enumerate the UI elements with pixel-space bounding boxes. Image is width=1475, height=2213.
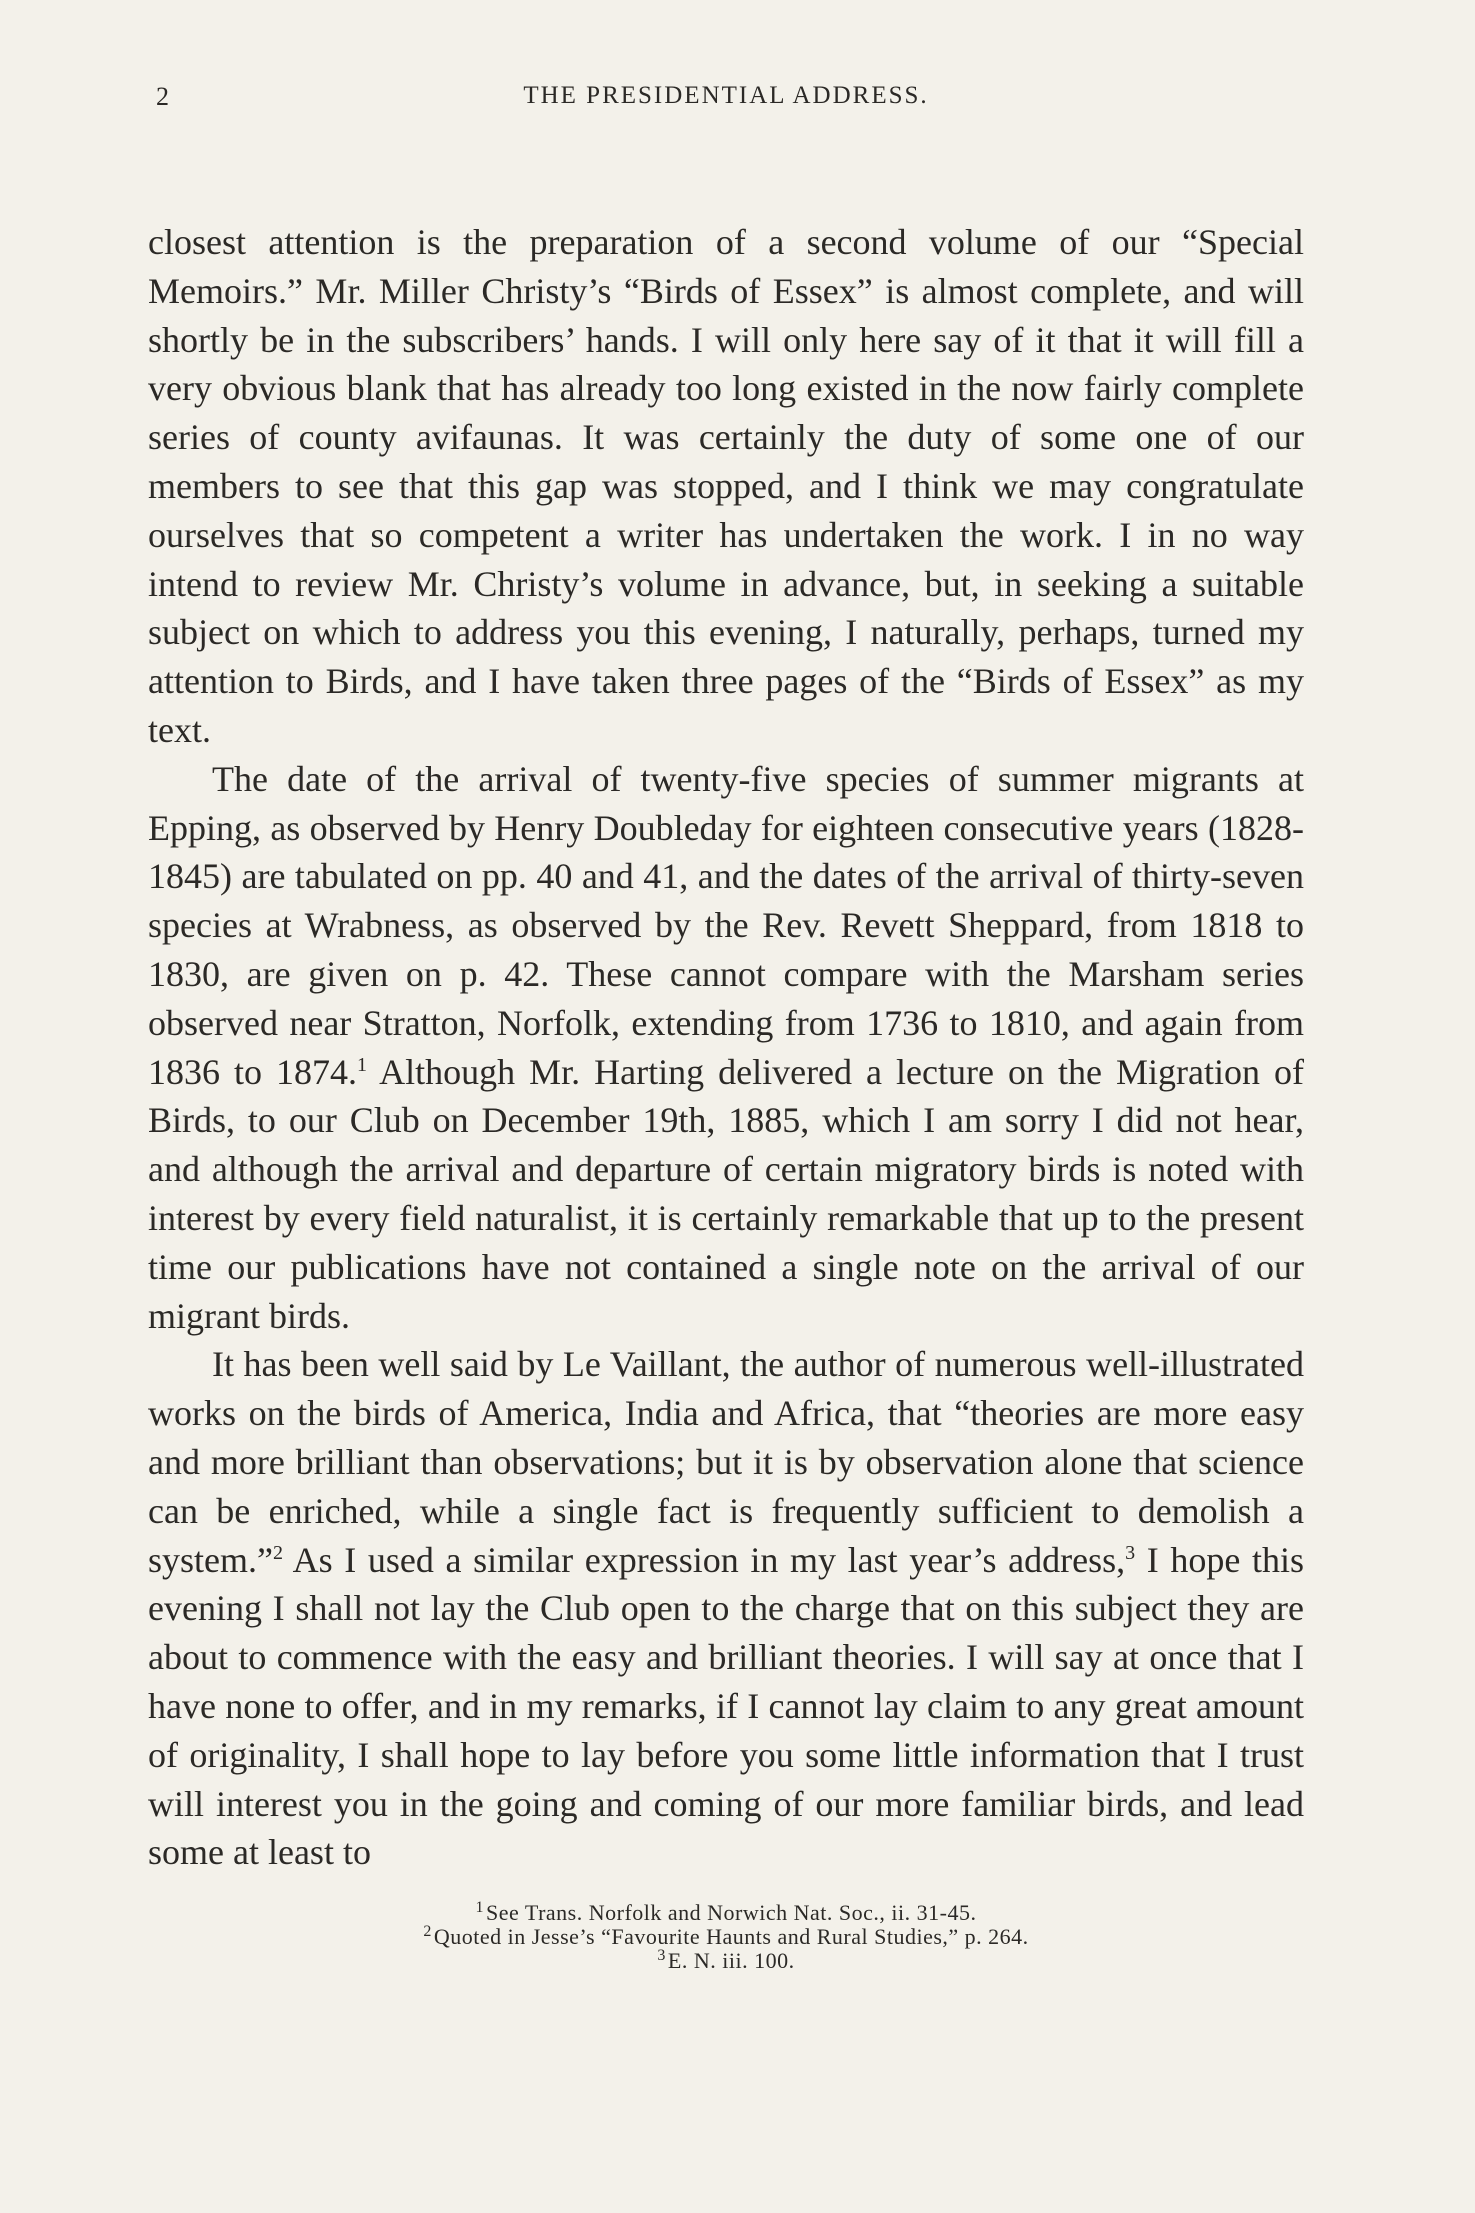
footnote-ref-3: 3 <box>1125 1541 1136 1564</box>
footnote-3-text: E. N. iii. 100. <box>667 1948 795 1974</box>
paragraph-2-text-a: The date of the arrival of twenty-five species of summer migrants at Epping, as observed by Henry Doubleday for eighteen consecutive years (1828-1845) are tabulated on pp. 40 and 41, and the dates of the arrival of thirty-seven species at Wrabness, as observed by the Rev. Revett Sheppard, from 1818 to 1830, are given on p. 42. These cannot compare with the Marsham series observed near Stratton, Norfolk, extending from 1736 to 1810, and again from 1836 to 1874. <box>148 758 1304 1092</box>
footnote-2 <box>148 1922 1304 1950</box>
book-page <box>148 70 1304 1973</box>
running-head: THE PRESIDENTIAL ADDRESS. <box>523 82 929 109</box>
footnote-2-text: Quoted in Jesse’s “Favourite Haunts and Rural Studies,” p. 264. <box>433 1924 1029 1950</box>
paragraph-3 <box>148 1340 1304 1877</box>
paragraph-1-text: closest attention is the preparation of a second volume of our “Special Memoirs.” Mr. Miller Christy’s “Birds of Essex” is almost complete, and will shortly be in the subscribers’ hands. I will only here say of it that it will fill a very obvious blank that has already too long existed in the now fairly complete series of county avifaunas. It was certainly the duty of some one of our members to see that this gap was stopped, and I think we may congratulate ourselves that so competent a writer has undertaken the work. I in no way intend to review Mr. Christy’s volume in advance, but, in seeking a suitable subject on which to address you this evening, I naturally, perhaps, turned my attention to Birds, and I have taken three pages of the “Birds of Essex” as my text. <box>148 222 1304 750</box>
footnote-3 <box>148 1946 1304 1974</box>
footnote-ref-2: 2 <box>272 1541 283 1564</box>
footnote-1-text: See Trans. Norfolk and Norwich Nat. Soc., ii. 31-45. <box>486 1900 977 1926</box>
page-number: 2 <box>156 82 171 111</box>
footnote-3-number: 3 <box>657 1946 666 1964</box>
footnote-1 <box>148 1898 1304 1926</box>
footnote-1-number: 1 <box>475 1898 485 1916</box>
footnotes <box>148 1898 1304 1974</box>
paragraph-1 <box>148 218 1304 755</box>
footnote-2-number: 2 <box>423 1922 432 1940</box>
paragraph-2-text-b: Although Mr. Harting delivered a lecture on the Migration of Birds, to our Club on December 19th, 1885, which I am sorry I did not hear, and although the arrival and departure of certain migratory birds is noted with interest by every field naturalist, it is certainly remarkable that up to the present time our publications have not contained a single note on the arrival of our migrant birds. <box>148 1051 1304 1336</box>
page-header <box>148 70 1304 130</box>
body-text <box>148 218 1304 1877</box>
footnote-ref-1: 1 <box>357 1053 368 1076</box>
paragraph-2 <box>148 755 1304 1341</box>
paragraph-3-text-b: As I used a similar expression in my last year’s address, <box>282 1539 1126 1580</box>
paragraph-3-text-a: It has been well said by Le Vaillant, the author of numerous well-illustrated works on the birds of America, India and Africa, that “theories are more easy and more brilliant than observations; but it is by observation alone that science can be enriched, while a single fact is frequently sufficient to demolish a system.” <box>148 1344 1304 1580</box>
paragraph-3-text-c: I hope this evening I shall not lay the Club open to the charge that on this subject they are about to commence with the easy and brilliant theories. I will say at once that I have none to offer, and in my remarks, if I cannot lay claim to any great amount of originality, I shall hope to lay before you some little information that I trust will interest you in the going and coming of our more familiar birds, and lead some at least to <box>148 1539 1305 1873</box>
